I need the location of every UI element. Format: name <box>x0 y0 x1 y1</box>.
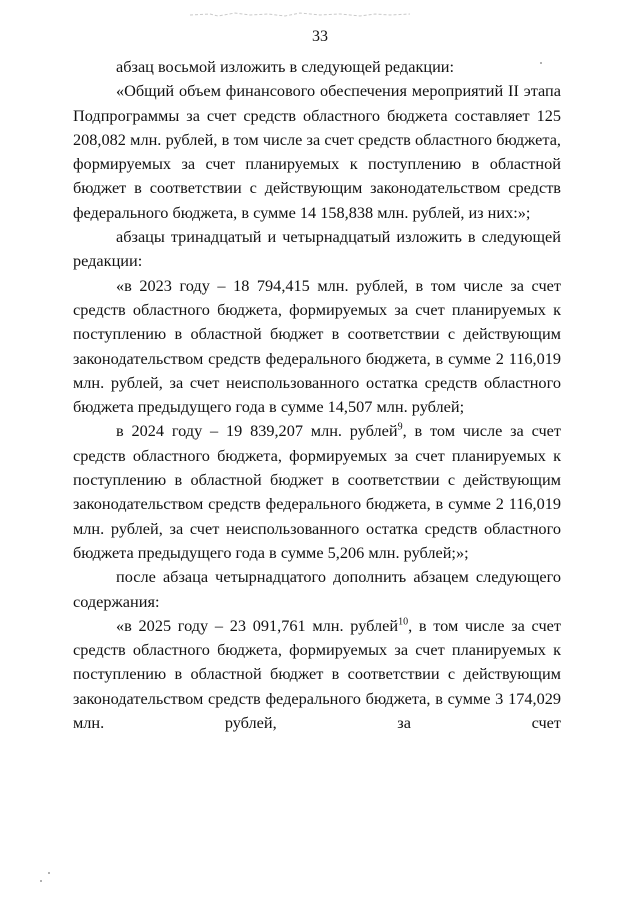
paragraph-year-2025 <box>73 614 561 735</box>
scan-speck <box>48 872 50 874</box>
document-body <box>73 55 561 735</box>
year-2024-text-cont: , в том числе за счет средств областного бюджета, формируемых за счет планируемых к поступлению в областной бюджет в соответствии с действующим законодательством средств федерального бюджета, в сумме 2 116,019 млн. рублей, за счет неиспользованного остатка средств областного бюджета предыдущего года в сумме 5,206 млн. рублей;»; <box>73 421 561 562</box>
year-2025-text: «в 2025 году – 23 091,761 млн. рублей <box>116 615 399 635</box>
footnote-ref-9: 9 <box>397 422 403 434</box>
footnote-ref-10: 10 <box>398 616 409 628</box>
paragraph-amendment-13-14: абзацы тринадцатый и четырнадцатый изложить в следующей редакции: <box>73 227 561 271</box>
paragraph-year-2023: «в 2023 году – 18 794,415 млн. рублей, в том числе за счет средств областного бюджета, формируемых за счет планируемых к поступлению в областной бюджет в соответствии с действующим законодательством средств федерального бюджета, в сумме 2 116,019 млн. рублей, за счет неиспользованного остатка средств областного бюджета предыдущего года в сумме 14,507 млн. рублей; <box>73 275 561 417</box>
paragraph-add-after-14: после абзаца четырнадцатого дополнить абзацем следующего содержания: <box>73 567 561 611</box>
year-2024-text: в 2024 году – 19 839,207 млн. рублей <box>116 421 398 441</box>
year-2025-text-cont: , в том числе за счет средств областного бюджета, формируемых за счет планируемых к поступлению в областной бюджет в соответствии с действующим законодательством средств федерального бюджета, в сумме 3 174,029 млн. рублей, за счет <box>73 615 561 733</box>
paragraph-year-2024 <box>73 419 561 565</box>
page-number: 33 <box>312 28 328 45</box>
paragraph-total-funding: «Общий объем финансового обеспечения мероприятий II этапа Подпрограммы за счет средств областного бюджета составляет 125 208,082 млн. рублей, в том числе за счет средств областного бюджета, формируемых за счет планируемых к поступлению в областной бюджет в соответствии с действующим законодательством средств федерального бюджета, в сумме 14 158,838 млн. рублей, из них:»; <box>73 81 561 222</box>
scan-speck <box>40 880 42 882</box>
scan-artifact <box>190 9 410 19</box>
scan-speck <box>540 62 542 64</box>
paragraph-intro: абзац восьмой изложить в следующей редакции: <box>116 57 455 76</box>
